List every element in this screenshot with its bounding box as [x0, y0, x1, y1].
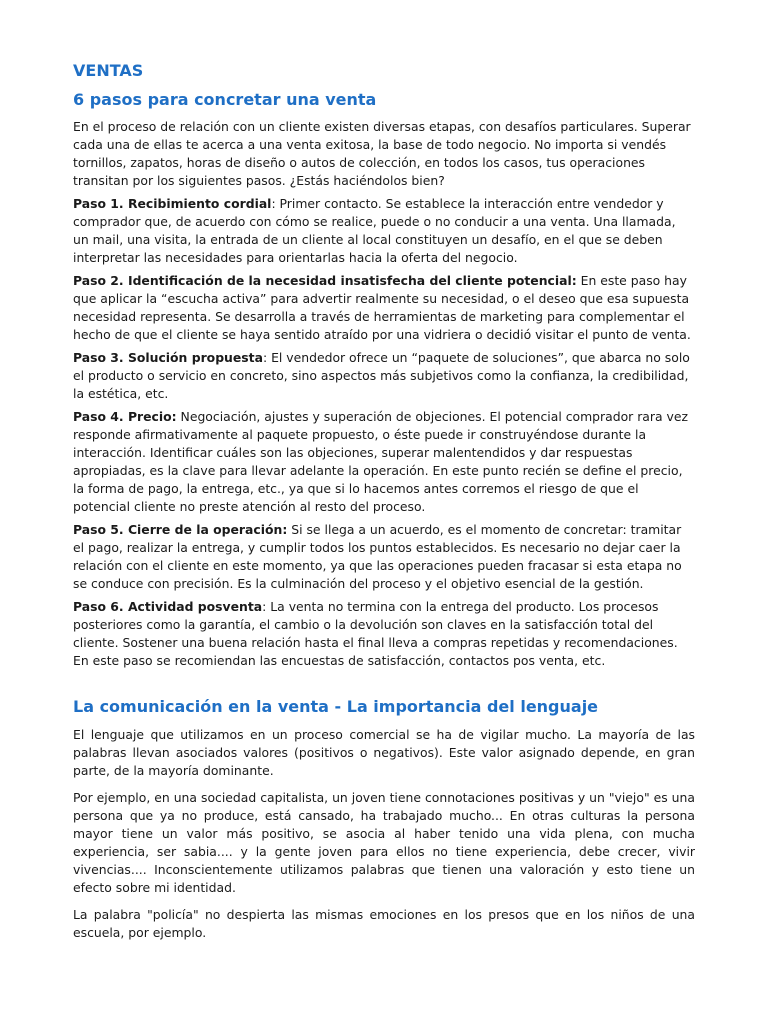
step-label: Paso 5. Cierre de la operación: [73, 522, 288, 537]
step-paragraph-2 [73, 272, 695, 344]
document-page [73, 58, 695, 951]
step-paragraph-5 [73, 521, 695, 593]
step-text: En este paso hay que aplicar la “escucha activa” para advertir realmente su necesidad, o el deseo que esa supuesta necesidad representa. Se desarrolla a través de herramientas de marketing para complementar el hecho de que el cliente se haya sentido atraído por una vidriera o decidió visitar el punto de venta. [73, 273, 691, 342]
step-label: Paso 2. Identificación de la necesidad insatisfecha del cliente potencial: [73, 273, 577, 288]
step-paragraph-4 [73, 408, 695, 516]
language-paragraph-3: La palabra "policía" no despierta las mismas emociones en los presos que en los niños de una escuela, por ejemplo. [73, 907, 695, 940]
page-title: VENTAS [73, 61, 144, 80]
step-text: : Primer contacto. Se establece la interacción entre vendedor y comprador que, de acuerdo con cómo se realice, puede o no conducir a una venta. Una llamada, un mail, una visita, la entrada de un cliente al local constituyen un desafío, en el que se deben interpretar las necesidades para orientarlas hacia la oferta del negocio. [73, 196, 676, 265]
step-label: Paso 1. Recibimiento cordial [73, 196, 272, 211]
step-text: : El vendedor ofrece un “paquete de soluciones”, que abarca no solo el producto o servicio en concreto, sino aspectos más subjetivos como la confianza, la credibilidad, la estética, etc. [73, 350, 690, 401]
step-text: Negociación, ajustes y superación de objeciones. El potencial comprador rara vez responde afirmativamente al paquete propuesto, o éste puede ir construyéndose durante la interacción. Identificar cuáles son las objeciones, superar malentendidos y dar respuestas apropiadas, es la clave para llevar adelante la operación. En este punto recién se define el precio, la forma de pago, la entrega, etc., ya que si lo hacemos antes corremos el riesgo de que el potencial cliente no preste atención al resto del proceso. [73, 409, 688, 514]
intro-paragraph: En el proceso de relación con un cliente existen diversas etapas, con desafíos particulares. Superar cada una de ellas te acerca a una venta exitosa, la base de todo negocio. No importa si vendés tornillos, zapatos, horas de diseño o autos de colección, en todos los casos, tus operaciones transitan por los siguientes pasos. ¿Estás haciéndolos bien? [73, 119, 691, 188]
language-paragraph-1: El lenguaje que utilizamos en un proceso comercial se ha de vigilar mucho. La mayoría de las palabras llevan asociados valores (positivos o negativos). Este valor asignado depende, en gran parte, de la mayoría dominante. [73, 727, 695, 778]
section-heading-language: La comunicación en la venta - La importancia del lenguaje [73, 697, 599, 716]
step-text: Si se llega a un acuerdo, es el momento de concretar: tramitar el pago, realizar la entrega, y cumplir todos los puntos establecidos. Es necesario no dejar caer la relación con el cliente en este momento, ya que las operaciones pueden fracasar si esta etapa no se conduce con precisión. Es la culminación del proceso y el objetivo esencial de la gestión. [73, 522, 682, 591]
step-label: Paso 4. Precio: [73, 409, 177, 424]
step-paragraph-6 [73, 598, 695, 670]
section-subtitle: 6 pasos para concretar una venta [73, 90, 377, 109]
step-label: Paso 6. Actividad posventa [73, 599, 263, 614]
step-text: : La venta no termina con la entrega del producto. Los procesos posteriores como la garantía, el cambio o la devolución son claves en la satisfacción total del cliente. Sostener una buena relación hasta el final lleva a compras repetidas y recomendaciones. En este paso se recomiendan las encuestas de satisfacción, contactos pos venta, etc. [73, 599, 678, 668]
step-paragraph-1 [73, 195, 695, 267]
language-paragraph-2: Por ejemplo, en una sociedad capitalista, un joven tiene connotaciones positivas y un "viejo" es una persona que ya no produce, está cansado, ha trabajado mucho... En otras culturas la persona mayor tiene un valor más positivo, se asocia al haber tenido una vida plena, con mucha experiencia, ser sabia.... y la gente joven para ellos no tiene experiencia, debe crecer, vivir vivencias.... Inconscientemente utilizamos palabras que tienen una valoración y esto tiene un efecto sobre mi identidad. [73, 790, 695, 895]
step-label: Paso 3. Solución propuesta [73, 350, 263, 365]
step-paragraph-3 [73, 349, 695, 403]
